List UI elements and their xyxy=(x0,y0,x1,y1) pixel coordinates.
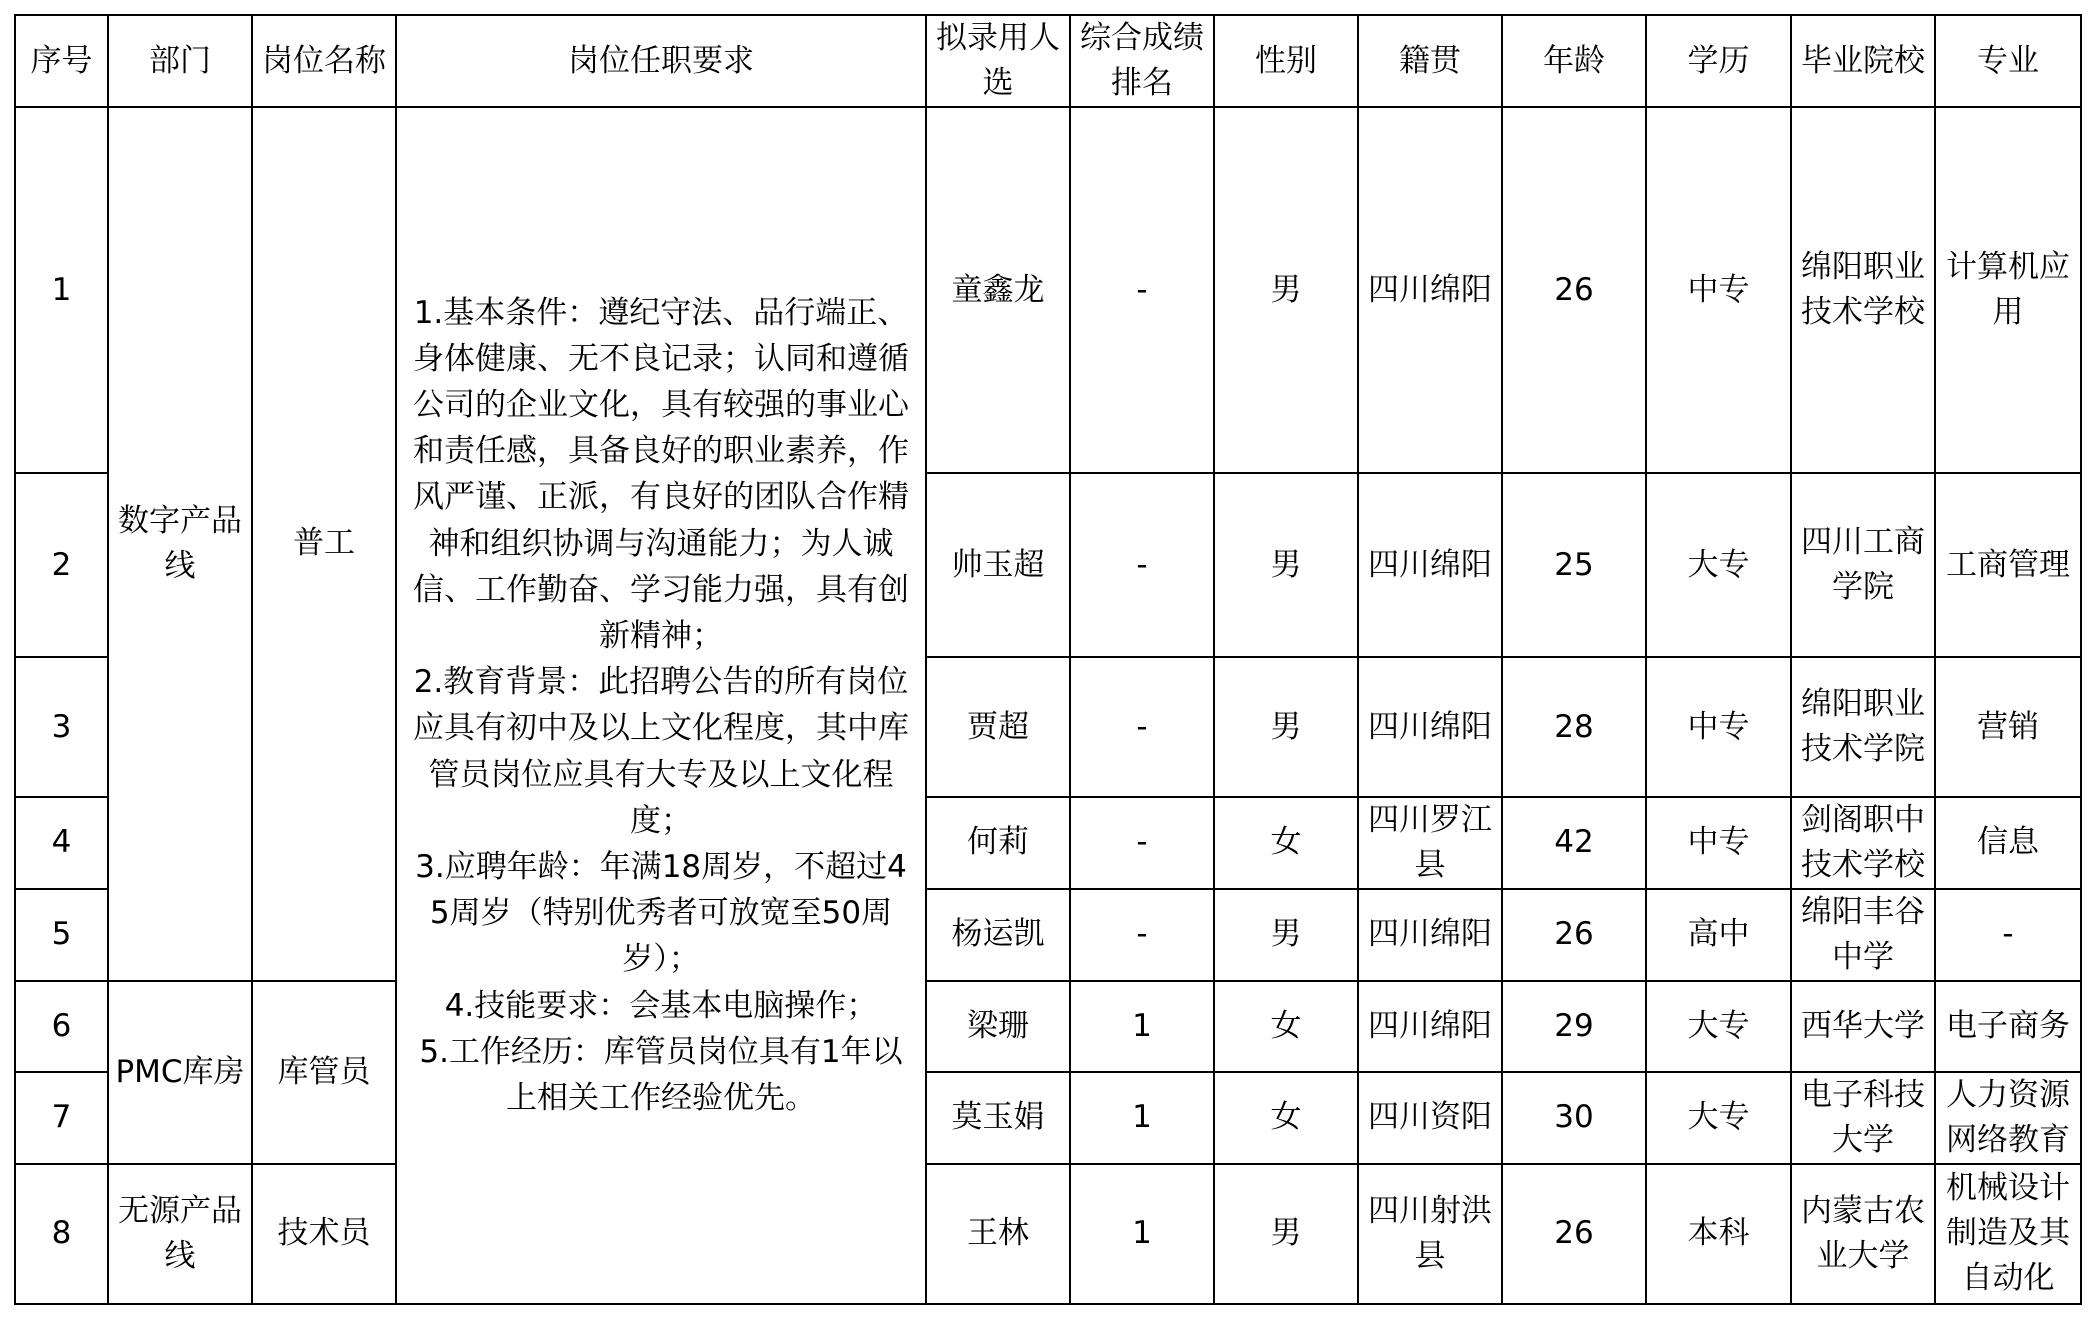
cell-candidate: 童鑫龙 xyxy=(926,107,1070,473)
cell-major: - xyxy=(1935,889,2081,981)
cell-department: 无源产品线 xyxy=(108,1164,252,1304)
header-origin: 籍贯 xyxy=(1358,15,1502,107)
header-school: 毕业院校 xyxy=(1791,15,1935,107)
cell-gender: 女 xyxy=(1214,797,1358,889)
header-position: 岗位名称 xyxy=(252,15,396,107)
cell-no: 2 xyxy=(15,473,108,657)
cell-education: 中专 xyxy=(1646,657,1791,797)
cell-no: 1 xyxy=(15,107,108,473)
cell-gender: 男 xyxy=(1214,107,1358,473)
header-education: 学历 xyxy=(1646,15,1791,107)
cell-education: 大专 xyxy=(1646,1072,1791,1164)
cell-gender: 女 xyxy=(1214,981,1358,1072)
cell-age: 26 xyxy=(1502,107,1646,473)
cell-school: 绵阳职业技术学院 xyxy=(1791,657,1935,797)
cell-gender: 女 xyxy=(1214,1072,1358,1164)
cell-origin: 四川资阳 xyxy=(1358,1072,1502,1164)
cell-gender: 男 xyxy=(1214,889,1358,981)
cell-origin: 四川罗江县 xyxy=(1358,797,1502,889)
cell-school: 绵阳职业技术学校 xyxy=(1791,107,1935,473)
cell-major: 信息 xyxy=(1935,797,2081,889)
cell-school: 内蒙古农业大学 xyxy=(1791,1164,1935,1304)
cell-candidate: 梁珊 xyxy=(926,981,1070,1072)
recruitment-table xyxy=(14,14,2082,1305)
cell-gender: 男 xyxy=(1214,657,1358,797)
cell-rank: - xyxy=(1070,107,1214,473)
cell-age: 28 xyxy=(1502,657,1646,797)
cell-position: 普工 xyxy=(252,107,396,981)
cell-education: 本科 xyxy=(1646,1164,1791,1304)
cell-education: 中专 xyxy=(1646,107,1791,473)
cell-school: 绵阳丰谷中学 xyxy=(1791,889,1935,981)
cell-candidate: 贾超 xyxy=(926,657,1070,797)
cell-origin: 四川绵阳 xyxy=(1358,107,1502,473)
header-department: 部门 xyxy=(108,15,252,107)
cell-school: 电子科技大学 xyxy=(1791,1072,1935,1164)
cell-rank: 1 xyxy=(1070,1072,1214,1164)
cell-origin: 四川绵阳 xyxy=(1358,473,1502,657)
cell-rank: - xyxy=(1070,797,1214,889)
cell-major: 人力资源网络教育 xyxy=(1935,1072,2081,1164)
cell-candidate: 何莉 xyxy=(926,797,1070,889)
header-no: 序号 xyxy=(15,15,108,107)
cell-major: 机械设计制造及其自动化 xyxy=(1935,1164,2081,1304)
cell-position: 库管员 xyxy=(252,981,396,1164)
cell-age: 30 xyxy=(1502,1072,1646,1164)
header-major: 专业 xyxy=(1935,15,2081,107)
cell-age: 25 xyxy=(1502,473,1646,657)
cell-candidate: 莫玉娟 xyxy=(926,1072,1070,1164)
cell-education: 中专 xyxy=(1646,797,1791,889)
cell-major: 营销 xyxy=(1935,657,2081,797)
header-age: 年龄 xyxy=(1502,15,1646,107)
cell-rank: - xyxy=(1070,657,1214,797)
cell-major: 电子商务 xyxy=(1935,981,2081,1072)
cell-rank: 1 xyxy=(1070,981,1214,1072)
cell-no: 6 xyxy=(15,981,108,1072)
requirements-text: 1.基本条件：遵纪守法、品行端正、身体健康、无不良记录；认同和遵循公司的企业文化，具有较强的事业心和责任感，具备良好的职业素养，作风严谨、正派，有良好的团队合作精神和组织协调与沟通能力；为人诚信、工作勤奋、学习能力强，具有创新精神； 2.教育背景：此招聘公告的所有岗位应具有初中及以上文化程度，其中库管员岗位应具有大专及以上文化程度； 3.应聘年龄：年满18周岁，不超过45周岁（特别优秀者可放宽至50周岁）； 4.技能要求：会基本电脑操作； 5.工作经历：库管员岗位具有1年以上相关工作经验优先。 xyxy=(396,107,926,1304)
cell-education: 大专 xyxy=(1646,981,1791,1072)
cell-candidate: 杨运凯 xyxy=(926,889,1070,981)
cell-rank: - xyxy=(1070,889,1214,981)
cell-no: 8 xyxy=(15,1164,108,1304)
cell-no: 7 xyxy=(15,1072,108,1164)
header-row xyxy=(15,15,2081,107)
header-gender: 性别 xyxy=(1214,15,1358,107)
cell-origin: 四川绵阳 xyxy=(1358,981,1502,1072)
cell-major: 计算机应用 xyxy=(1935,107,2081,473)
cell-education: 高中 xyxy=(1646,889,1791,981)
header-rank: 综合成绩排名 xyxy=(1070,15,1214,107)
table-row xyxy=(15,1164,2081,1304)
cell-origin: 四川绵阳 xyxy=(1358,889,1502,981)
cell-age: 26 xyxy=(1502,889,1646,981)
cell-department: PMC库房 xyxy=(108,981,252,1164)
cell-rank: - xyxy=(1070,473,1214,657)
cell-department: 数字产品线 xyxy=(108,107,252,981)
cell-gender: 男 xyxy=(1214,1164,1358,1304)
cell-age: 26 xyxy=(1502,1164,1646,1304)
cell-no: 4 xyxy=(15,797,108,889)
cell-candidate: 帅玉超 xyxy=(926,473,1070,657)
cell-school: 四川工商学院 xyxy=(1791,473,1935,657)
cell-school: 剑阁职中技术学校 xyxy=(1791,797,1935,889)
header-candidate: 拟录用人选 xyxy=(926,15,1070,107)
cell-gender: 男 xyxy=(1214,473,1358,657)
header-requirements: 岗位任职要求 xyxy=(396,15,926,107)
cell-age: 29 xyxy=(1502,981,1646,1072)
cell-position: 技术员 xyxy=(252,1164,396,1304)
cell-origin: 四川射洪县 xyxy=(1358,1164,1502,1304)
cell-no: 3 xyxy=(15,657,108,797)
cell-major: 工商管理 xyxy=(1935,473,2081,657)
cell-no: 5 xyxy=(15,889,108,981)
cell-rank: 1 xyxy=(1070,1164,1214,1304)
cell-age: 42 xyxy=(1502,797,1646,889)
cell-school: 西华大学 xyxy=(1791,981,1935,1072)
table-row xyxy=(15,107,2081,473)
table-row xyxy=(15,981,2081,1072)
cell-candidate: 王林 xyxy=(926,1164,1070,1304)
cell-origin: 四川绵阳 xyxy=(1358,657,1502,797)
cell-education: 大专 xyxy=(1646,473,1791,657)
